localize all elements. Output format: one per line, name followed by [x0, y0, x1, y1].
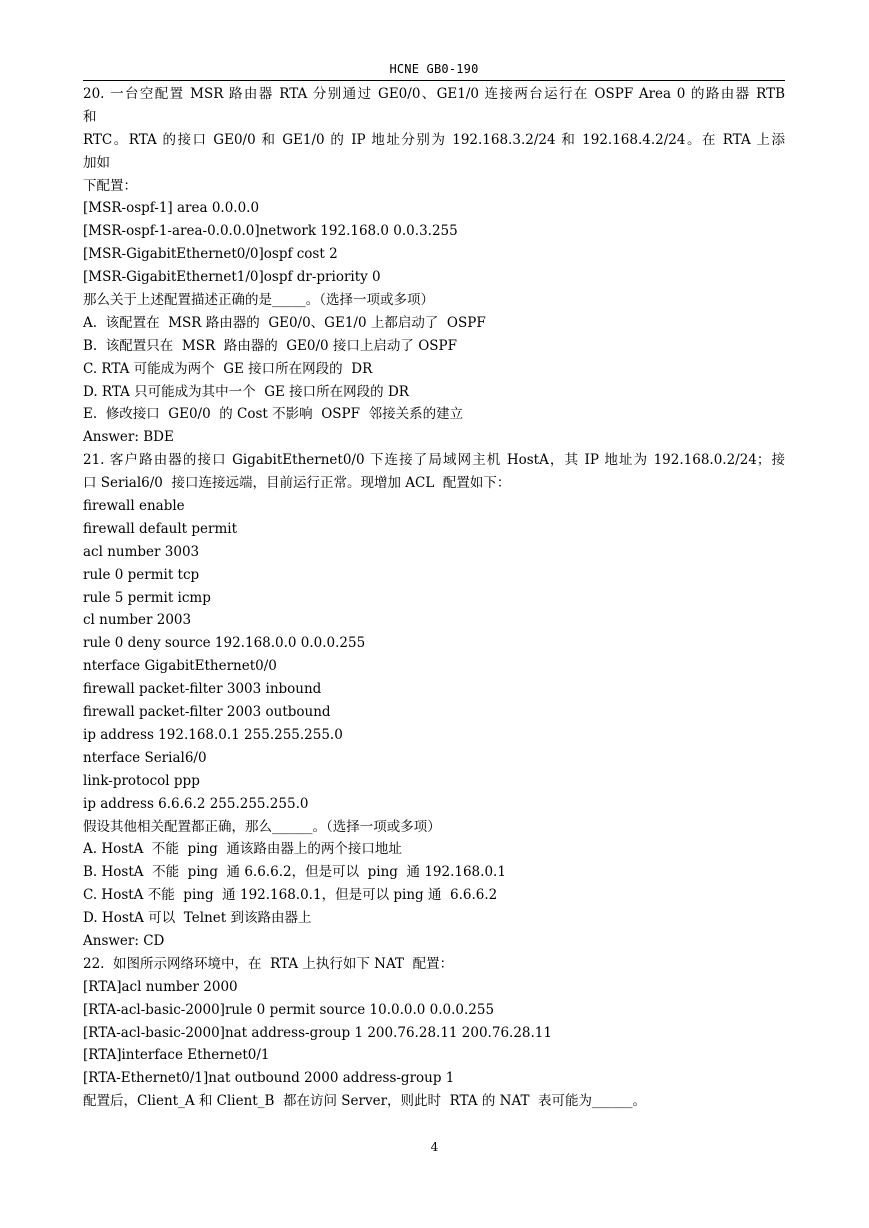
text-line: A. 该配置在 MSR 路由器的 GE0/0、GE1/0 上都启动了 OSPF [83, 314, 486, 331]
text-line: rule 5 permit icmp [83, 589, 211, 606]
page-header-title: HCNE GB0-190 [389, 62, 479, 76]
text-line: D. HostA 可以 Telnet 到该路由器上 [83, 910, 312, 927]
text-line: rule 0 permit tcp [83, 566, 200, 583]
text-line: 口 Serial6/0 接口连接远端，目前运行正常。现增加 ACL 配置如下： [83, 475, 511, 492]
page-number: 4 [430, 1140, 439, 1154]
text-line: D. RTA 只可能成为其中一个 GE 接口所在网段的 DR [83, 383, 409, 400]
text-line: firewall default permit [83, 520, 238, 537]
text-line: [RTA-Ethernet0/1]nat outbound 2000 address-group 1 [83, 1070, 455, 1087]
document-body [83, 83, 785, 1113]
text-line: E. 修改接口 GE0/0 的 Cost 不影响 OSPF 邻接关系的建立 [83, 406, 464, 423]
text-line: acl number 3003 [83, 543, 200, 560]
text-line: rule 0 deny source 192.168.0.0 0.0.0.255 [83, 635, 366, 652]
text-line: Answer: CD [83, 932, 165, 949]
text-line: [RTA]acl number 2000 [83, 978, 238, 995]
text-line: 22. 如图所示网络环境中，在 RTA 上执行如下 NAT 配置： [83, 955, 454, 972]
text-line: cl number 2003 [83, 612, 192, 629]
text-line: 下配置： [83, 177, 137, 194]
text-line: [MSR-GigabitEthernet0/0]ospf cost 2 [83, 246, 338, 263]
text-line: 和 [83, 108, 97, 125]
text-line: 加如 [83, 154, 110, 171]
text-line: Answer: BDE [83, 429, 174, 446]
text-line: [MSR-ospf-1] area 0.0.0.0 [83, 200, 260, 217]
text-line: ip address 6.6.6.2 255.255.255.0 [83, 795, 309, 812]
text-line: link-protocol ppp [83, 772, 200, 789]
text-line: [RTA]interface Ethernet0/1 [83, 1047, 270, 1064]
text-line: C. HostA 不能 ping 通 192.168.0.1，但是可以 ping 通 6.6.6.2 [83, 887, 498, 904]
text-line: [MSR-ospf-1-area-0.0.0.0]network 192.168.0 0.0.3.255 [83, 223, 458, 240]
text-line: firewall packet-filter 2003 outbound [83, 704, 331, 721]
text-line: firewall packet-filter 3003 inbound [83, 681, 322, 698]
text-line: firewall enable [83, 498, 185, 515]
header-rule [83, 80, 785, 81]
text-line: 配置后，Client_A 和 Client_B 都在访问 Server，则此时 RTA 的 NAT 表可能为______。 [83, 1093, 647, 1110]
text-line: RTC。RTA 的接口 GE0/0 和 GE1/0 的 IP 地址分别为 192.168.3.2/24 和 192.168.4.2/24。在 RTA 上添 [83, 131, 785, 148]
text-line: B. HostA 不能 ping 通 6.6.6.2，但是可以 ping 通 192.168.0.1 [83, 864, 506, 881]
text-line: C. RTA 可能成为两个 GE 接口所在网段的 DR [83, 360, 373, 377]
text-line: nterface GigabitEthernet0/0 [83, 658, 277, 675]
text-line: 假设其他相关配置都正确，那么______。（选择一项或多项） [83, 818, 441, 835]
text-line: A. HostA 不能 ping 通该路由器上的两个接口地址 [83, 841, 402, 858]
text-line: [RTA-acl-basic-2000]nat address-group 1 200.76.28.11 200.76.28.11 [83, 1024, 552, 1041]
text-line: ip address 192.168.0.1 255.255.255.0 [83, 726, 343, 743]
text-line: 20. 一台空配置 MSR 路由器 RTA 分别通过 GE0/0、GE1/0 连接两台运行在 OSPF Area 0 的路由器 RTB [83, 86, 785, 102]
text-line: B. 该配置只在 MSR 路由器的 GE0/0 接口上启动了 OSPF [83, 337, 457, 354]
text-line: nterface Serial6/0 [83, 749, 207, 766]
text-line: 21. 客户路由器的接口 GigabitEthernet0/0 下连接了局域网主机 HostA，其 IP 地址为 192.168.0.2/24；接 [83, 452, 785, 469]
text-line: [RTA-acl-basic-2000]rule 0 permit source 10.0.0.0 0.0.0.255 [83, 1001, 495, 1018]
text-line: 那么关于上述配置描述正确的是_____。（选择一项或多项） [83, 292, 434, 309]
text-line: [MSR-GigabitEthernet1/0]ospf dr-priority 0 [83, 269, 381, 286]
